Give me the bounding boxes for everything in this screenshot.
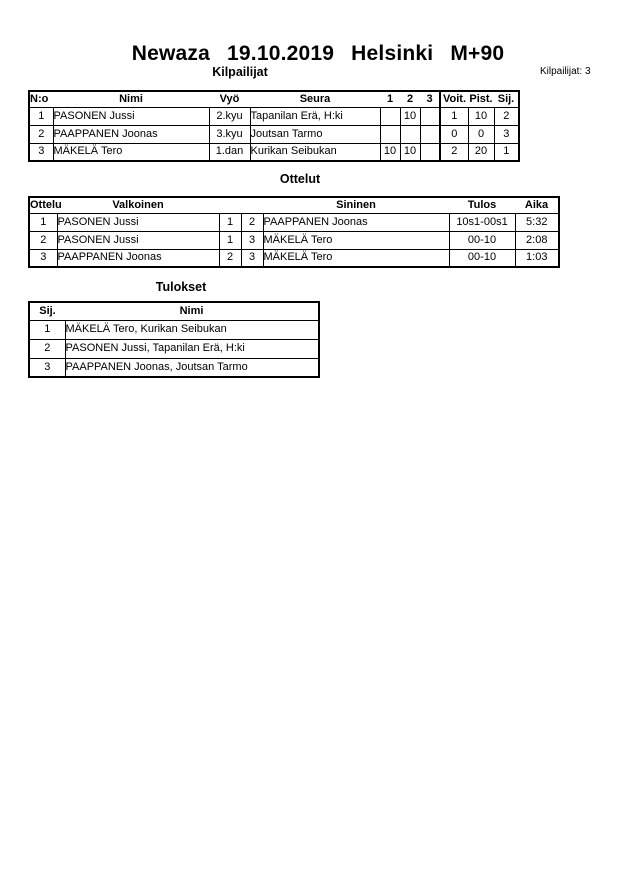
cell-time: 5:32 <box>515 213 559 231</box>
cell-club: Joutsan Tarmo <box>250 125 380 143</box>
col-header-place: Sij. <box>494 91 519 107</box>
cell-wins: 0 <box>440 125 468 143</box>
matches-heading: Ottelut <box>279 172 321 186</box>
cell-name: MÄKELÄ Tero <box>53 143 209 161</box>
cell-belt: 3.kyu <box>209 125 250 143</box>
competitors-heading: Kilpailijat <box>212 65 268 79</box>
cell-no: 2 <box>29 125 53 143</box>
results-header-row <box>29 302 319 320</box>
result-row <box>29 320 319 339</box>
results-table <box>28 301 320 378</box>
cell-no: 3 <box>29 143 53 161</box>
cell-match2: 10 <box>400 107 420 125</box>
result-row <box>29 358 319 377</box>
cell-points: 0 <box>468 125 494 143</box>
cell-place: 3 <box>29 358 65 377</box>
page-title: Newaza 19.10.2019 Helsinki M+90 <box>131 42 505 65</box>
cell-place: 2 <box>29 339 65 358</box>
col-header-match2: 2 <box>400 91 420 107</box>
matches-header-row <box>29 197 559 213</box>
cell-place: 1 <box>29 320 65 339</box>
cell-name: PAAPPANEN Joonas <box>53 125 209 143</box>
cell-white-no: 2 <box>219 249 241 267</box>
cell-result: 10s1-00s1 <box>449 213 515 231</box>
matches-table <box>28 196 560 268</box>
cell-white-no: 1 <box>219 213 241 231</box>
cell-wins: 1 <box>440 107 468 125</box>
competitors-header-row <box>29 91 519 107</box>
cell-club: Kurikan Seibukan <box>250 143 380 161</box>
cell-club: Tapanilan Erä, H:ki <box>250 107 380 125</box>
cell-points: 20 <box>468 143 494 161</box>
col-header-name: Nimi <box>65 302 319 320</box>
cell-time: 1:03 <box>515 249 559 267</box>
match-row <box>29 249 559 267</box>
competitor-count-label: Kilpailijat: 3 <box>540 66 591 77</box>
match-row <box>29 231 559 249</box>
cell-match2 <box>400 125 420 143</box>
col-header-place: Sij. <box>29 302 65 320</box>
match-row <box>29 213 559 231</box>
cell-match1 <box>380 107 400 125</box>
cell-blue-name: MÄKELÄ Tero <box>263 249 449 267</box>
cell-blue-no: 3 <box>241 231 263 249</box>
result-row <box>29 339 319 358</box>
cell-match2: 10 <box>400 143 420 161</box>
cell-blue-name: MÄKELÄ Tero <box>263 231 449 249</box>
cell-match1: 10 <box>380 143 400 161</box>
cell-match-no: 1 <box>29 213 57 231</box>
cell-white-name: PAAPPANEN Joonas <box>57 249 219 267</box>
cell-white-name: PASONEN Jussi <box>57 213 219 231</box>
cell-match3 <box>420 107 440 125</box>
cell-blue-name: PAAPPANEN Joonas <box>263 213 449 231</box>
cell-time: 2:08 <box>515 231 559 249</box>
col-header-blue: Sininen <box>263 197 449 213</box>
col-header-match3: 3 <box>420 91 440 107</box>
col-header-result: Tulos <box>449 197 515 213</box>
cell-result: 00-10 <box>449 231 515 249</box>
results-heading: Tulokset <box>155 280 207 294</box>
col-header-wins: Voit. <box>440 91 468 107</box>
cell-name: PASONEN Jussi <box>53 107 209 125</box>
col-header-match1: 1 <box>380 91 400 107</box>
col-header-spacer1 <box>219 197 241 213</box>
competitor-row <box>29 125 519 143</box>
cell-white-no: 1 <box>219 231 241 249</box>
competitors-table <box>28 90 520 162</box>
cell-blue-no: 3 <box>241 249 263 267</box>
cell-wins: 2 <box>440 143 468 161</box>
cell-match-no: 2 <box>29 231 57 249</box>
col-header-points: Pist. <box>468 91 494 107</box>
competitor-row <box>29 107 519 125</box>
col-header-match: Ottelu <box>29 197 57 213</box>
cell-blue-no: 2 <box>241 213 263 231</box>
col-header-no: N:o <box>29 91 53 107</box>
cell-name: PAAPPANEN Joonas, Joutsan Tarmo <box>65 358 319 377</box>
col-header-spacer2 <box>241 197 263 213</box>
cell-match-no: 3 <box>29 249 57 267</box>
col-header-belt: Vyö <box>209 91 250 107</box>
cell-place: 1 <box>494 143 519 161</box>
cell-match3 <box>420 125 440 143</box>
cell-no: 1 <box>29 107 53 125</box>
cell-match3 <box>420 143 440 161</box>
cell-result: 00-10 <box>449 249 515 267</box>
cell-name: MÄKELÄ Tero, Kurikan Seibukan <box>65 320 319 339</box>
col-header-white: Valkoinen <box>57 197 219 213</box>
cell-name: PASONEN Jussi, Tapanilan Erä, H:ki <box>65 339 319 358</box>
col-header-club: Seura <box>250 91 380 107</box>
cell-white-name: PASONEN Jussi <box>57 231 219 249</box>
cell-belt: 1.dan <box>209 143 250 161</box>
cell-match1 <box>380 125 400 143</box>
col-header-time: Aika <box>515 197 559 213</box>
competitor-row <box>29 143 519 161</box>
cell-points: 10 <box>468 107 494 125</box>
col-header-name: Nimi <box>53 91 209 107</box>
cell-place: 3 <box>494 125 519 143</box>
cell-belt: 2.kyu <box>209 107 250 125</box>
cell-place: 2 <box>494 107 519 125</box>
